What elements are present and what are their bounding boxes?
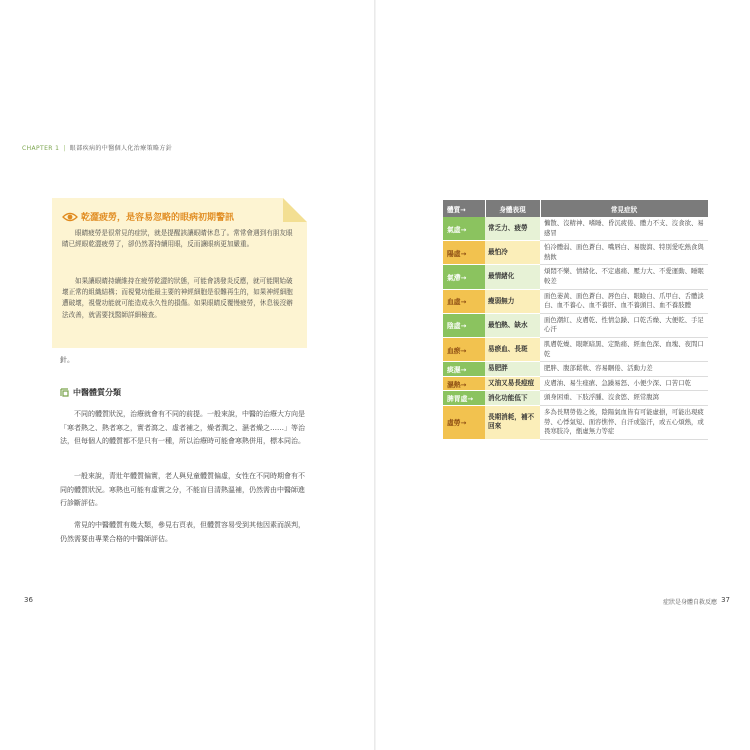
body-performance: 最情緒化 xyxy=(485,265,540,289)
book-gutter xyxy=(374,0,376,750)
body-performance: 最怕熱、缺水 xyxy=(485,313,540,337)
table-header-performance: 身體表現 xyxy=(485,200,540,217)
common-symptoms: 肥胖、腹部鬆軟、容易睏倦、活動力差 xyxy=(540,362,708,377)
chapter-title: 眼部疾病的中醫個人化治療策略方針 xyxy=(69,145,173,152)
section-title: 中醫體質分類 xyxy=(73,388,121,397)
callout-paragraph-1: 眼睛疲勞是很常見的症狀，就是提醒該讓眼睛休息了。常常會遇到有朋友眼睛已經眼乾澀疲勞了，卻仍然著持續用眼，反而讓眼病更加嚴重。 xyxy=(62,229,293,249)
constitution-type: 氣滯→ xyxy=(443,265,485,289)
common-symptoms: 怕冷體弱、面色蒼白、嘴唇白、易腹瀉、特別愛吃熱食與熱飲 xyxy=(540,241,708,265)
continued-line: 針。 xyxy=(60,356,74,364)
page-number-left: 36 xyxy=(24,596,33,604)
body-paragraph-1: 不同的體質狀況，治療就會有不同的前提。一般來說，中醫的治療大方向是「寒者熱之、熱者寒之，實者瀉之、虛者補之，燥者潤之、濕者燥之……」等治法，但每個人的體質都不是只有一種，所以治療時可能會寒熱併用，標本同治。 xyxy=(60,410,305,446)
body-performance: 長期消耗，補不回來 xyxy=(485,405,540,439)
table-header-symptoms: 常見症狀 xyxy=(540,200,708,217)
body-paragraph-3: 常見的中醫體質有幾大類，參見右頁表，但體質容易受到其他因素而誤判，仍然需要由專業合格的中醫師評估。 xyxy=(60,521,305,543)
body-performance: 又油又易長痘痘 xyxy=(485,376,540,391)
body-performance: 易瘀血、長斑 xyxy=(485,337,540,361)
callout-page-fold xyxy=(283,198,307,222)
constitution-type: 陽虛→ xyxy=(443,241,485,265)
table-row xyxy=(443,391,708,406)
constitution-type: 氣虛→ xyxy=(443,217,485,241)
constitution-type: 虛勞→ xyxy=(443,405,485,439)
callout-box xyxy=(52,198,307,348)
chapter-label: CHAPTER 1 xyxy=(22,145,60,152)
constitution-type: 血瘀→ xyxy=(443,337,485,361)
table-row xyxy=(443,217,708,241)
callout-heading xyxy=(62,210,234,223)
common-symptoms: 肌膚乾燥、眼眶暗黑、定點痛、經血色深、血塊、夜間口乾 xyxy=(540,337,708,361)
table-row xyxy=(443,376,708,391)
common-symptoms: 皮膚油、易生痤瘡、急躁易怒、小便少深、口苦口乾 xyxy=(540,376,708,391)
table-row xyxy=(443,313,708,337)
table-row xyxy=(443,337,708,361)
table-header-type: 體質→ xyxy=(443,200,485,217)
section-heading xyxy=(60,387,121,398)
page-footer-title: 症狀是身體自救反應 xyxy=(662,599,717,606)
constitution-type: 濕熱→ xyxy=(443,376,485,391)
common-symptoms: 煩悶不樂、情緒化、不定處痛、壓力大、不愛運動、睡眠較差 xyxy=(540,265,708,289)
header-separator: | xyxy=(63,145,66,152)
bookmark-icon xyxy=(60,388,69,397)
common-symptoms: 面色萎黃、面色蒼白、唇色白、眼瞼白、爪甲白、舌體淡白、血不養心、血不養肝、血不養頭目、血不養肢體 xyxy=(540,289,708,313)
table-row xyxy=(443,265,708,289)
table-header-row xyxy=(443,200,708,217)
body-performance: 常乏力、疲勞 xyxy=(485,217,540,241)
table-row xyxy=(443,241,708,265)
body-performance: 瘦弱無力 xyxy=(485,289,540,313)
table-row xyxy=(443,289,708,313)
table-row xyxy=(443,362,708,377)
common-symptoms: 頭身困重、下肢浮腫、沒食慾、經常腹瀉 xyxy=(540,391,708,406)
page-number-right: 37 xyxy=(721,596,730,604)
chapter-header xyxy=(22,143,172,152)
eye-icon xyxy=(62,212,78,222)
constitution-type: 痰濕→ xyxy=(443,362,485,377)
common-symptoms: 懶散、沒精神、嗜睡、昏沉疲倦、體力不支、沒食欲、易感冒 xyxy=(540,217,708,241)
body-performance: 易肥胖 xyxy=(485,362,540,377)
body-paragraph-2: 一般來說，青壯年體質偏實，老人與兒童體質偏虛，女性在不同時期會有不同的體質狀況。寒熱也可能有虛實之分，不能盲目清熱溫補，仍然需由中醫師進行診斷評估。 xyxy=(60,472,305,508)
table-row xyxy=(443,405,708,439)
callout-title: 乾澀疲勞，是容易忽略的眼病初期警訊 xyxy=(81,213,235,223)
body-performance: 消化功能低下 xyxy=(485,391,540,406)
constitution-type: 血虛→ xyxy=(443,289,485,313)
callout-paragraph-2: 如果讓眼睛持續維持在疲勞乾澀的狀態，可能會誘發炎反應，就可能開始破壞正常的組織結構；而視覺功能最主要的神經細胞是很難再生的，如果神經細胞遭破壞，視覺功能就可能造成永久性的損傷。如果眼睛反覆慢疲勞，休息後沒辦法改善，就需要找醫師詳細檢查。 xyxy=(62,277,293,319)
common-symptoms: 多為長期勞倦之後，陰陽氣血皆有可能虛損，可能出現疲勞、心悸氣短、面容憔悴、自汗或盜汗，或五心煩熱，或畏寒肢冷，甑虛無力等症 xyxy=(540,405,708,439)
body-performance: 最怕冷 xyxy=(485,241,540,265)
constitution-table xyxy=(443,200,709,440)
constitution-type: 陰虛→ xyxy=(443,313,485,337)
constitution-type: 脾胃虛→ xyxy=(443,391,485,406)
common-symptoms: 面色潮紅、皮膚乾、性情急躁、口乾舌燥、大便乾、手足心汗 xyxy=(540,313,708,337)
